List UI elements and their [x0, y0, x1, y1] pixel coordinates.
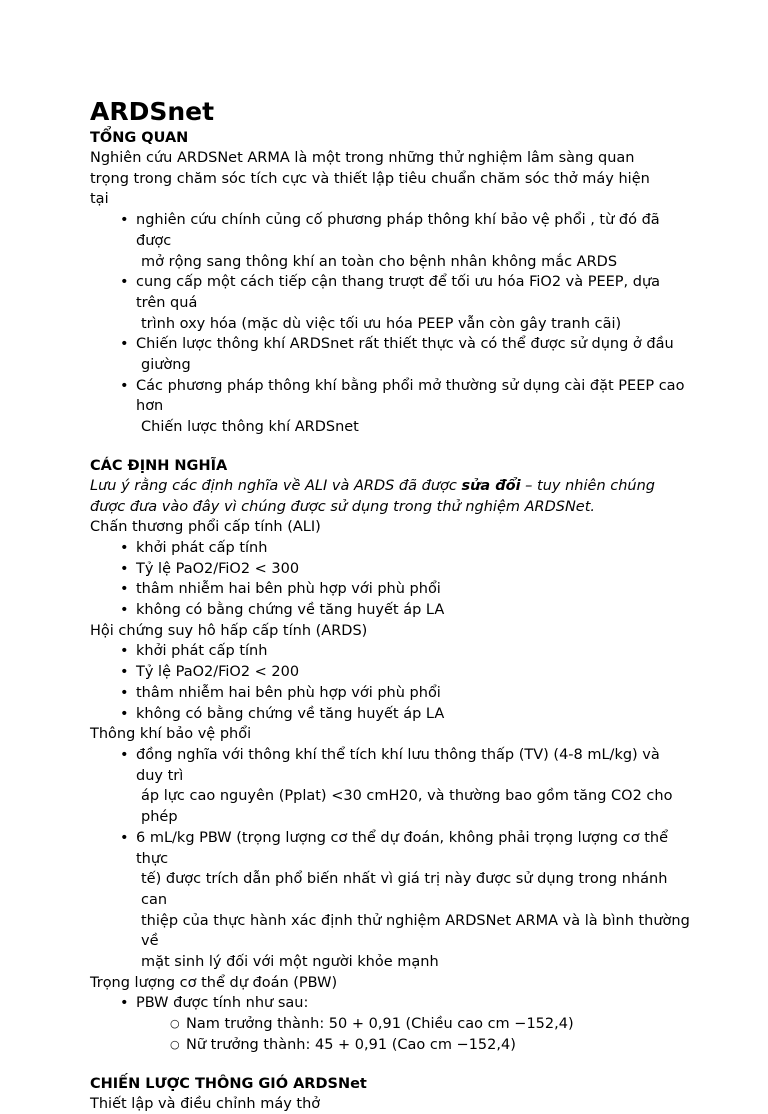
list-item: • thâm nhiễm hai bên phù hợp với phù phổi — [114, 683, 690, 704]
list-item: • Tỷ lệ PaO2/FiO2 < 200 — [114, 662, 690, 683]
list-item: • nghiên cứu chính củng cố phương pháp thông khí bảo vệ phổi , từ đó đã được mở rộng sang thông khí an toàn cho bệnh nhân không mắc ARDS — [114, 210, 690, 272]
overview-list — [90, 210, 690, 438]
pbw-label: Trọng lượng cơ thể dự đoán (PBW) — [90, 974, 338, 991]
strategy-heading: CHIẾN LƯỢC THÔNG GIÓ ARDSNet — [90, 1075, 367, 1092]
list-item: ○ Nam trưởng thành: 50 + 0,91 (Chiều cao cm −152,4) — [170, 1014, 690, 1035]
ards-list — [90, 641, 690, 724]
modified-emphasis: sửa đổi — [461, 477, 521, 494]
list-item: • 6 mL/kg PBW (trọng lượng cơ thể dự đoán, không phải trọng lượng cơ thể thực tế) được trích dẫn phổ biến nhất vì giá trị này được sử dụng trong nhánh can thiệp của thực hành xác định thử nghiệm ARDSNet ARMA và là bình thường về mặt sinh lý đối với một người khỏe mạnh — [114, 828, 690, 973]
list-item: • Chiến lược thông khí ARDSnet rất thiết thực và có thể được sử dụng ở đầu giường — [114, 334, 690, 375]
overview-intro: Nghiên cứu ARDSNet ARMA là một trong những thử nghiệm lâm sàng quan trọng trong chăm sóc tích cực và thiết lập tiêu chuẩn chăm sóc thở máy hiện tại — [90, 150, 650, 208]
pbw-list — [90, 993, 690, 1014]
pbw-sublist — [90, 1014, 690, 1055]
ali-list — [90, 538, 690, 621]
ali-label: Chấn thương phổi cấp tính (ALI) — [90, 519, 321, 536]
strategy-subheading: Thiết lập và điều chỉnh máy thở — [90, 1095, 321, 1112]
list-item: • không có bằng chứng về tăng huyết áp LA — [114, 704, 690, 725]
list-item: • PBW được tính như sau: — [114, 993, 690, 1014]
definitions-note: Lưu ý rằng các định nghĩa về ALI và ARDS đã được sửa đổi – tuy nhiên chúng được đưa vào đây vì chúng được sử dụng trong thử nghiệm ARDSNet. — [90, 477, 655, 515]
list-item: • đồng nghĩa với thông khí thể tích khí lưu thông thấp (TV) (4-8 mL/kg) và duy trì áp lực cao nguyên (Pplat) <30 cmH20, và thường bao gồm tăng CO2 cho phép — [114, 745, 690, 828]
document-page — [90, 96, 690, 1114]
ards-label: Hội chứng suy hô hấp cấp tính (ARDS) — [90, 622, 368, 639]
overview-heading: TỔNG QUAN — [90, 130, 189, 146]
lpv-list — [90, 745, 690, 973]
lpv-label: Thông khí bảo vệ phổi — [90, 726, 252, 743]
list-item: • khởi phát cấp tính — [114, 641, 690, 662]
definitions-heading: CÁC ĐỊNH NGHĨA — [90, 457, 228, 474]
list-item: ○ Nữ trưởng thành: 45 + 0,91 (Cao cm −152,4) — [170, 1035, 690, 1056]
list-item: • thâm nhiễm hai bên phù hợp với phù phổi — [114, 579, 690, 600]
list-item: • không có bằng chứng về tăng huyết áp LA — [114, 600, 690, 621]
list-item: • khởi phát cấp tính — [114, 538, 690, 559]
page-title: ARDSnet — [90, 97, 215, 126]
list-item: • cung cấp một cách tiếp cận thang trượt để tối ưu hóa FiO2 và PEEP, dựa trên quá trình oxy hóa (mặc dù việc tối ưu hóa PEEP vẫn còn gây tranh cãi) — [114, 272, 690, 334]
list-item: • Tỷ lệ PaO2/FiO2 < 300 — [114, 559, 690, 580]
list-item: • Các phương pháp thông khí bằng phổi mở thường sử dụng cài đặt PEEP cao hơn Chiến lược thông khí ARDSnet — [114, 376, 690, 438]
